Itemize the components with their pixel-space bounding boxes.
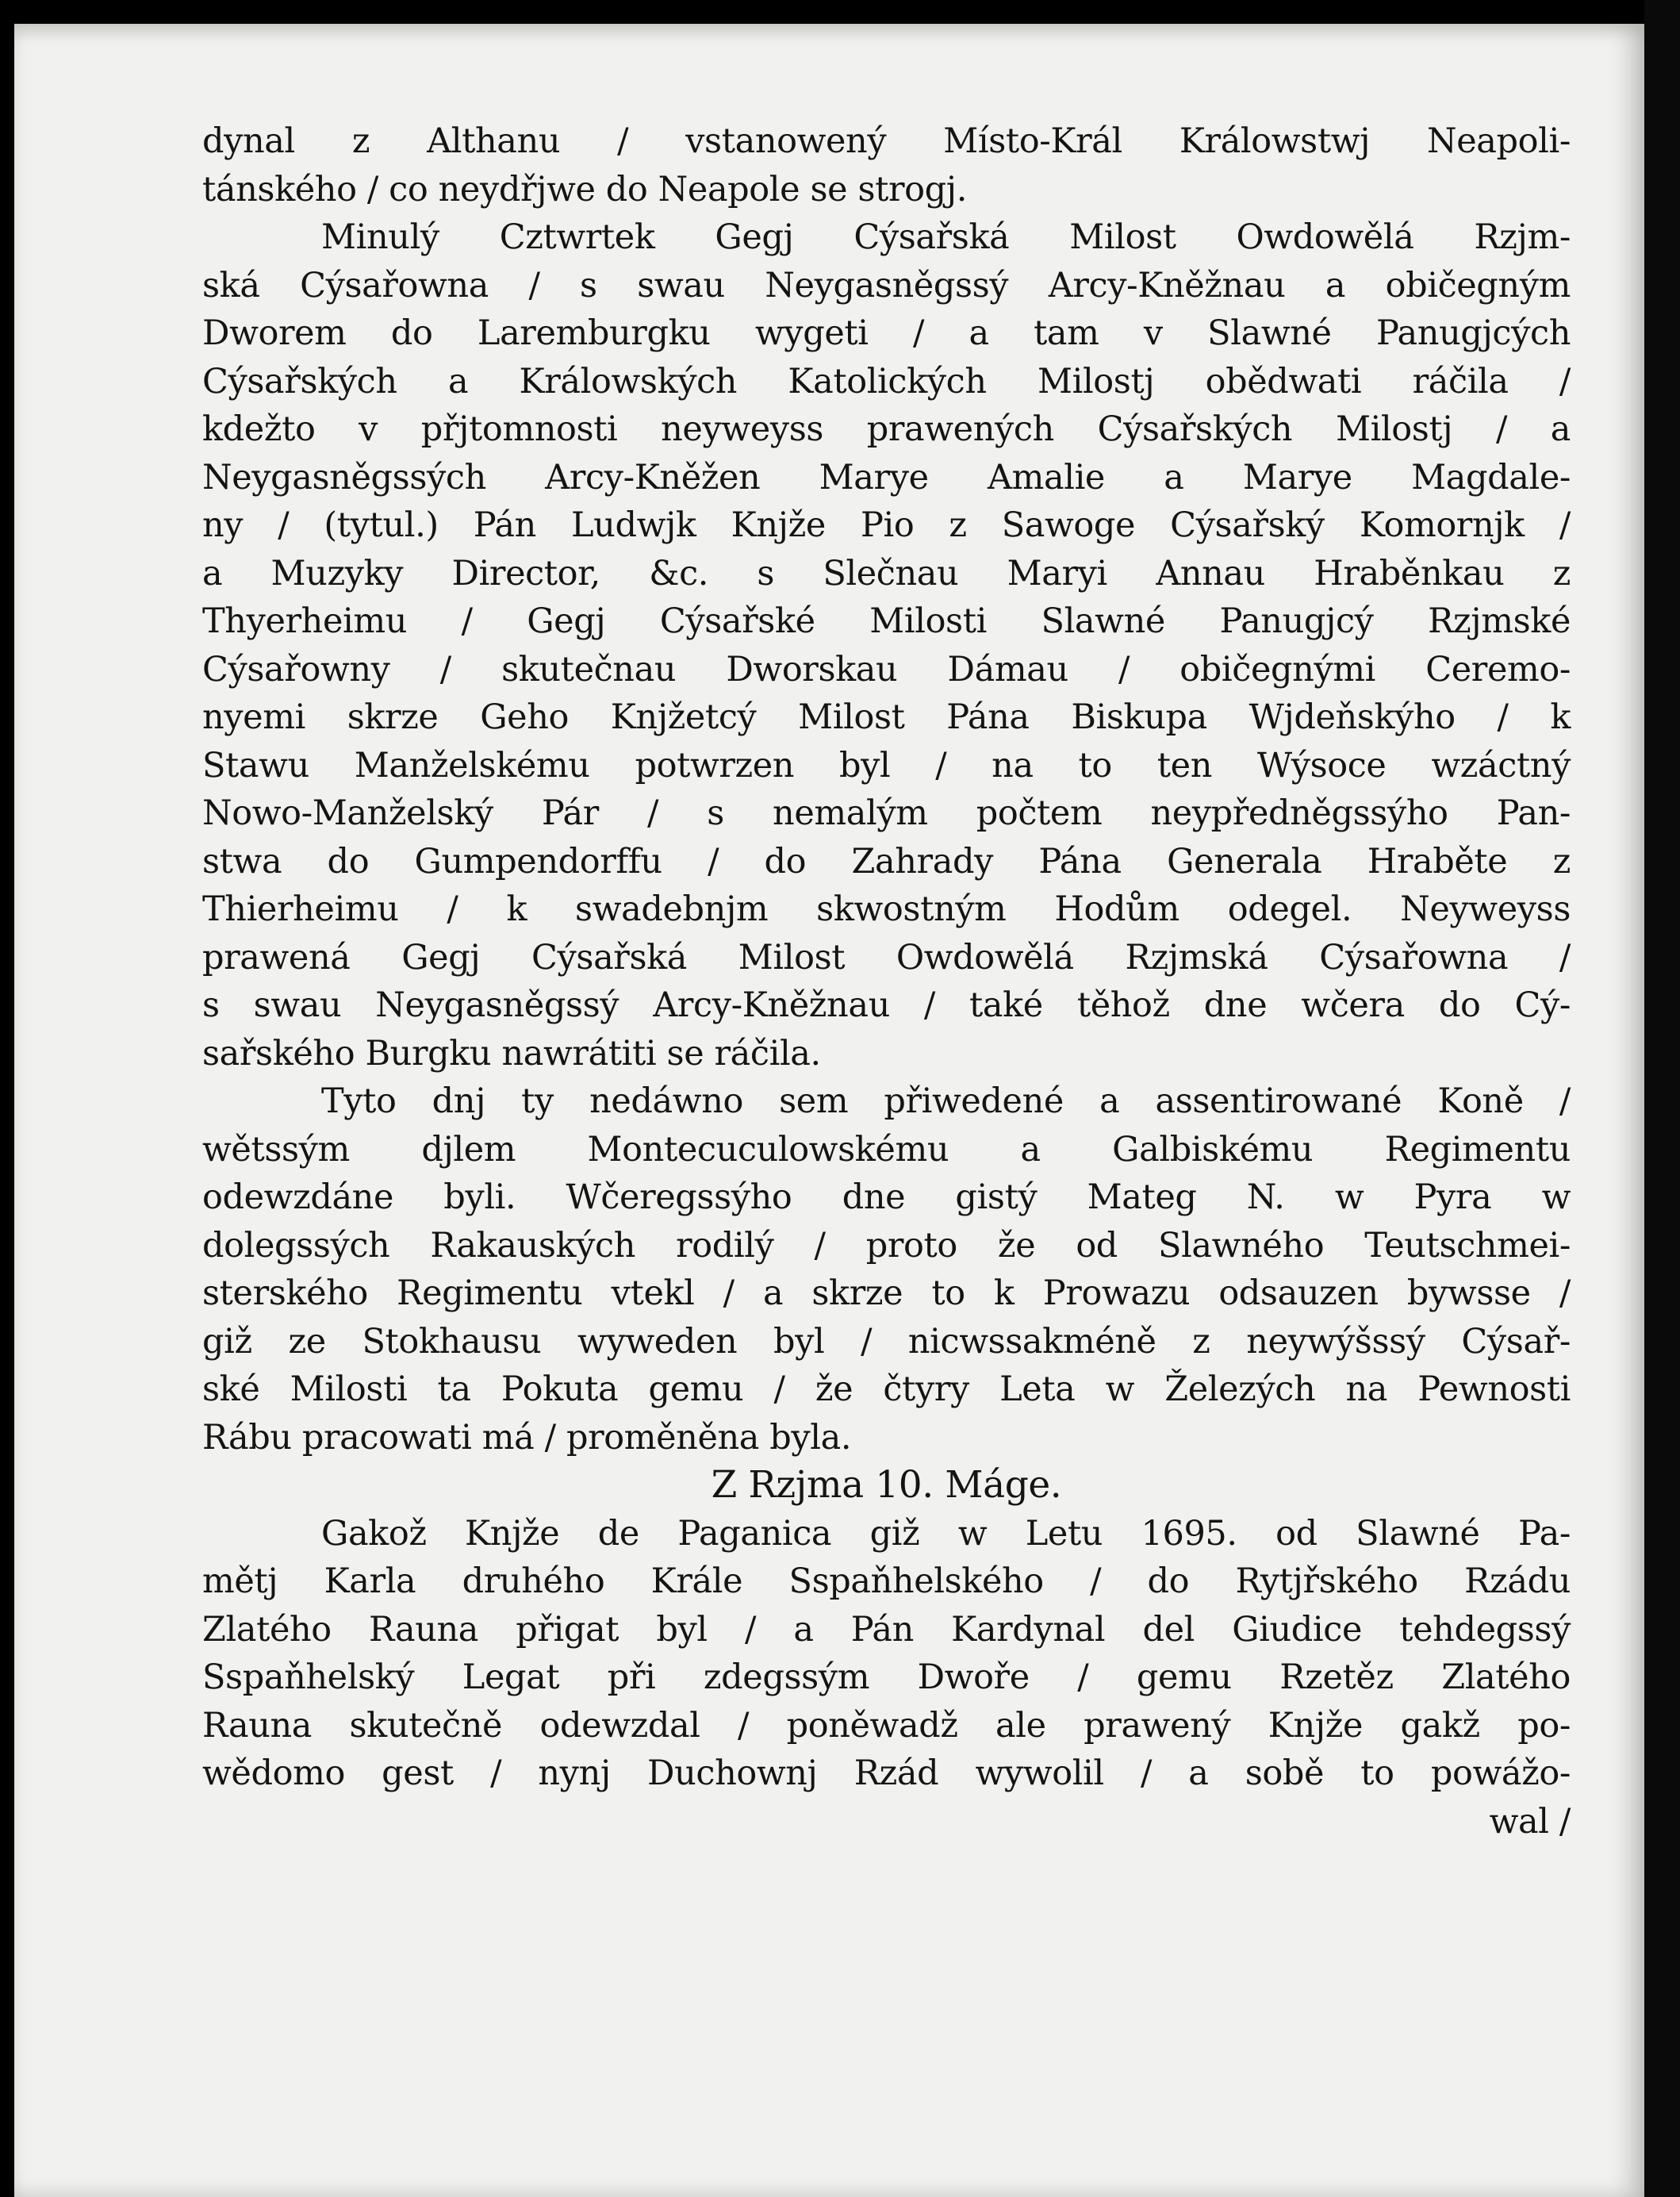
text-line: nyemi skrze Geho Knjžetcý Milost Pána Biskupa Wjdeňskýho / k — [202, 697, 1571, 737]
text-line: Rábu pracowati má / proměněna byla. — [202, 1417, 852, 1458]
text-line: odewzdáne byli. Wčeregssýho dne gistý Mateg N. w Pyra w — [202, 1177, 1571, 1217]
text-line: mětj Karla druhého Krále Sspaňhelského / do Rytjřského Rzádu — [202, 1561, 1571, 1601]
text-line: s swau Neygasněgssý Arcy-Kněžnau / také těhož dne wčera do Cý- — [202, 985, 1571, 1025]
text-line: Cýsařowny / skutečnau Dworskau Dámau / običegnými Ceremo- — [202, 649, 1571, 689]
text-line: Rauna skutečně odewzdal / poněwadž ale prawený Knjže gakž po- — [202, 1705, 1571, 1746]
text-line: tánského / co neydřjwe do Neapole se strogj. — [202, 169, 967, 209]
page-text — [202, 117, 1571, 1846]
text-line: wětssým djlem Montecuculowskému a Galbiskému Regimentu — [202, 1129, 1571, 1170]
text-line: Thyerheimu / Gegj Cýsařské Milosti Slawné Panugjcý Rzjmské — [202, 601, 1571, 641]
text-line: giž ze Stokhausu wyweden byl / nicwssakméně z neywýšssý Cýsař- — [202, 1321, 1571, 1362]
text-line: sařského Burgku nawrátiti se ráčila. — [202, 1033, 821, 1074]
scan-edge — [1644, 0, 1680, 2197]
text-line: Nowo-Manželský Pár / s nemalým počtem neypředněgssýho Pan- — [202, 793, 1571, 833]
catchword: wal / — [1489, 1801, 1571, 1842]
text-line: Stawu Manželskému potwrzen byl / na to ten Wýsoce wzáctný — [202, 745, 1571, 785]
text-line: a Muzyky Director, &c. s Slečnau Maryi Annau Hraběnkau z — [202, 553, 1571, 593]
text-line: Minulý Cztwrtek Gegj Cýsařská Milost Owdowělá Rzjm- — [321, 217, 1571, 257]
text-line: ská Cýsařowna / s swau Neygasněgssý Arcy-Kněžnau a običegným — [202, 265, 1571, 305]
text-line: Sspaňhelský Legat při zdegssým Dwoře / gemu Rzetěz Zlatého — [202, 1657, 1571, 1697]
text-line: ské Milosti ta Pokuta gemu / že čtyry Leta w Železých na Pewnosti — [202, 1369, 1571, 1409]
text-line: dolegssých Rakauských rodilý / proto že od Slawného Teutschmei- — [202, 1225, 1571, 1266]
text-line: Tyto dnj ty nedáwno sem přiwedené a assentirowané Koně / — [321, 1081, 1571, 1121]
text-line: Neygasněgssých Arcy-Kněžen Marye Amalie a Marye Magdale- — [202, 457, 1571, 497]
text-line: kdežto v přjtomnosti neyweyss prawených Cýsařských Milostj / a — [202, 409, 1571, 449]
text-line: Cýsařských a Králowských Katolických Milostj obědwati ráčila / — [202, 361, 1571, 401]
text-line: Zlatého Rauna přigat byl / a Pán Kardynal del Giudice tehdegssý — [202, 1609, 1571, 1650]
text-line: stwa do Gumpendorffu / do Zahrady Pána Generala Hraběte z — [202, 841, 1571, 881]
text-line: Dworem do Laremburgku wygeti / a tam v Slawné Panugjcých — [202, 313, 1571, 353]
text-line: Thierheimu / k swadebnjm skwostným Hodům odegel. Neyweyss — [202, 889, 1571, 929]
text-line: wědomo gest / nynj Duchownj Rzád wywolil / a sobě to powážo- — [202, 1753, 1571, 1793]
text-line: prawená Gegj Cýsařská Milost Owdowělá Rzjmská Cýsařowna / — [202, 937, 1571, 978]
section-heading: Z Rzjma 10. Máge. — [711, 1463, 1062, 1507]
text-line: ny / (tytul.) Pán Ludwjk Knjže Pio z Sawoge Cýsařský Komornjk / — [202, 505, 1571, 545]
text-line: Gakož Knjže de Paganica giž w Letu 1695. od Slawné Pa- — [321, 1513, 1571, 1554]
text-line: sterského Regimentu vtekl / a skrze to k Prowazu odsauzen bywsse / — [202, 1273, 1571, 1313]
text-line: dynal z Althanu / vstanowený Místo-Král Králowstwj Neapoli- — [202, 121, 1571, 161]
